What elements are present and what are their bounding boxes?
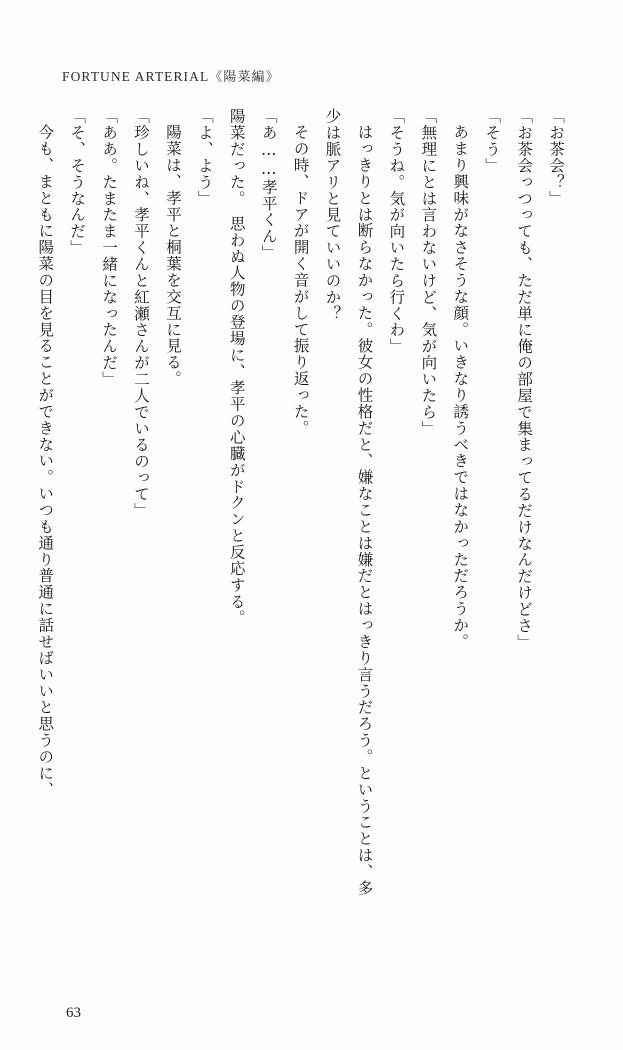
paragraph: 今も、まともに陽菜の目を見ることができない。いつも通り普通に話せばいいと思うのに、	[36, 123, 55, 798]
paragraph: 「そうね。気が向いたら行くわ」	[387, 108, 406, 355]
paragraph: 「無理にとは言わないけど、気が向いたら」	[419, 108, 438, 437]
paragraph: あまり興味がなさそうな顔。いきなり誘うべきではなかっただろうか。	[451, 123, 470, 650]
paragraph: 「お茶会っつっても、ただ単に俺の部屋で集まってるだけなんだけどさ」	[515, 108, 534, 651]
page-number: 63	[66, 1005, 81, 1021]
vertical-text-body	[28, 108, 571, 908]
paragraph: 「よ、よう」	[195, 108, 214, 207]
paragraph: 陽菜は、孝平と桐葉を交互に見る。	[163, 123, 182, 387]
paragraph: 「珍しいね、孝平くんと紅瀬さんが二人でいるのって」	[132, 108, 151, 519]
paragraph: 陽菜だった。 思わぬ人物の登場に、孝平の心臓がドクンと反応する。	[227, 108, 246, 627]
running-head-latin: FORTUNE ARTERIAL	[62, 69, 210, 84]
paragraph: はっきりとは断らなかった。彼女の性格だと、嫌なことは嫌だとはっきり言うだろう。ということは、多少は脈アリと見ていいのか？	[323, 108, 374, 896]
paragraph: 「あ……孝平くん」	[259, 108, 278, 261]
running-head	[62, 66, 280, 85]
paragraph: 「そ、そうなんだ」	[68, 108, 87, 256]
paragraph: その時、ドアが開く音がして振り返った。	[291, 123, 310, 436]
paragraph: 「ああ。たまたま一緒になったんだ」	[100, 108, 119, 388]
paragraph: 「そう」	[483, 108, 502, 174]
paragraph: 「お茶会？」	[547, 108, 565, 207]
running-head-cjk: 《陽菜編》	[209, 69, 280, 84]
